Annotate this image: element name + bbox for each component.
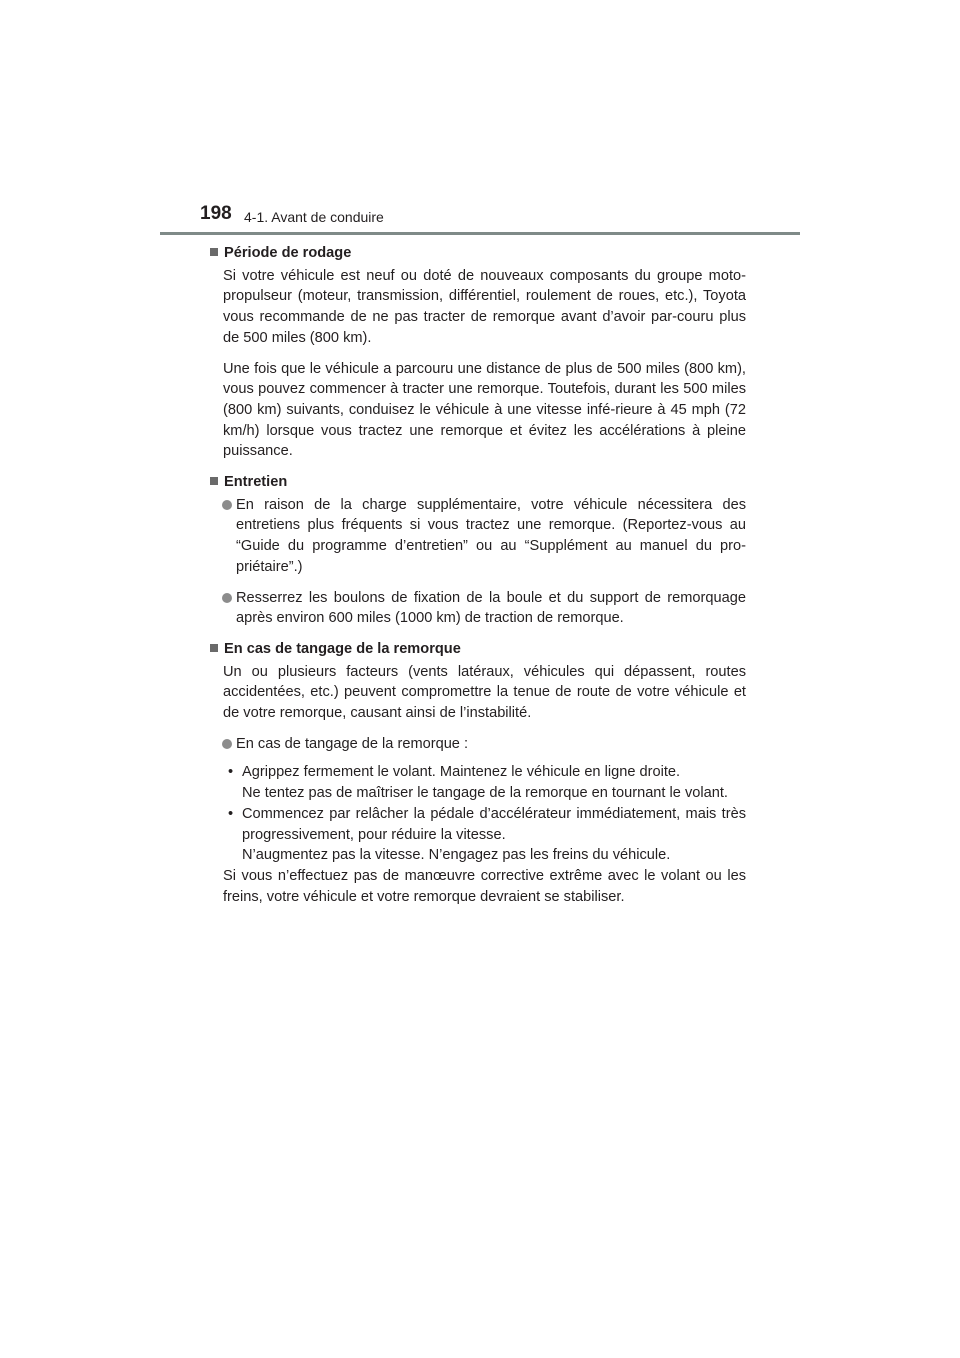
section-title: 4-1. Avant de conduire [244,209,384,225]
bullet-text: En cas de tangage de la remorque : [236,735,469,752]
round-bullet-icon [222,500,232,510]
page-content [210,243,746,915]
section-break-in [210,243,746,462]
square-bullet-icon [210,644,218,652]
heading-text: En cas de tangage de la remorque [224,640,461,657]
round-bullet-icon [222,593,232,603]
sub-list-item [228,762,746,803]
list-item [222,495,746,578]
dot-bullet-icon: • [228,805,234,822]
square-bullet-icon [210,477,218,485]
sub-list [228,762,746,866]
paragraph: Un ou plusieurs facteurs (vents latéraux, véhicules qui dépassent, routes accidentées, etc.) peuvent compromettre la tenue de route de votre véhicule et de votre remorque, causant ainsi de l’instabilité. [223,663,746,722]
dot-bullet-icon: • [228,764,234,781]
header-rule [160,232,800,235]
square-bullet-icon [210,248,218,256]
paragraph: Si votre véhicule est neuf ou doté de nouveaux composants du groupe moto-propulseur (moteur, transmission, différentiel, roulement de roues, etc.), Toyota vous recommande de ne pas tracter de remorque avant d’avoir par-couru plus de 500 miles (800 km). [223,267,746,346]
list-item [222,588,746,629]
page-number: 198 [200,203,232,224]
heading-text: Entretien [224,474,288,491]
heading-text: Période de rodage [224,245,352,261]
bullet-text: Resserrez les boulons de fixation de la boule et du support de remorquage après environ 600 miles (1000 km) de traction de remorque. [236,589,746,627]
sub-item-line: Ne tentez pas de maîtriser le tangage de la remorque en tournant le volant. [242,785,728,802]
sub-item-line: Commencez par relâcher la pédale d’accélérateur immédiatement, mais très progressivement, pour réduire la vitesse. [242,805,746,843]
section-heading [210,472,746,493]
section-trailer-sway [210,639,746,907]
round-bullet-icon [222,739,232,749]
paragraph: Si vous n’effectuez pas de manœuvre corrective extrême avec le volant ou les freins, votre véhicule et votre remorque devraient se stabiliser. [223,867,746,905]
section-heading [210,243,746,264]
bullet-text: En raison de la charge supplémentaire, votre véhicule nécessitera des entretiens plus fréquents si vous tractez une remorque. (Reportez-vous au “Guide du programme d’entretien” ou au “Supplément au manuel du pro-priétaire”.) [236,496,746,575]
sub-item-line: Agrippez fermement le volant. Maintenez le véhicule en ligne droite. [242,764,681,781]
sub-item-line: N’augmentez pas la vitesse. N’engagez pas les freins du véhicule. [242,847,671,864]
section-maintenance [210,472,746,629]
sub-list-item [228,804,746,866]
paragraph: Une fois que le véhicule a parcouru une distance de plus de 500 miles (800 km), vous pouvez commencer à tracter une remorque. Toutefois, durant les 500 miles (800 km) suivants, conduisez le véhicule à une vitesse infé-rieure à 45 mph (72 km/h) lorsque vous tractez une remorque et évitez les accélérations à pleine puissance. [223,360,746,460]
list-item [222,734,746,755]
section-heading [210,639,746,660]
